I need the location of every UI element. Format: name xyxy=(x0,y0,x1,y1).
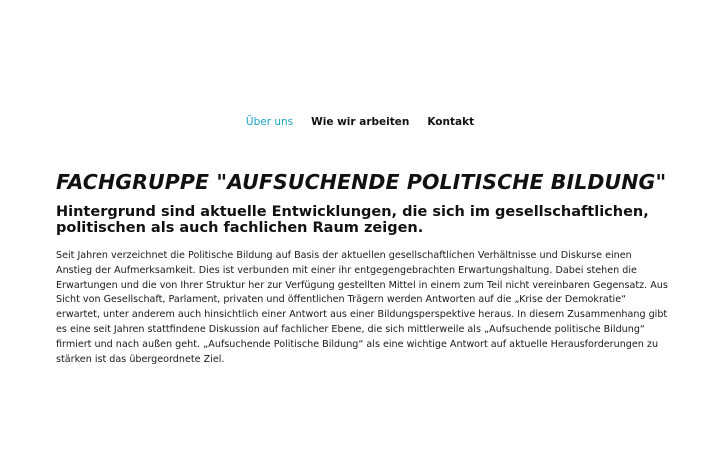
intro-paragraph: Seit Jahren verzeichnet die Politische Bildung auf Basis der aktuellen gesellschaftlichen Verhältnisse und Diskurse einen Anstieg der Aufmerksamkeit. Dies ist verbunden mit einer ihr entgegengebrachten Erwartungshaltung. Dabei stehen die Erwartungen und die von Ihrer Struktur her zur Verfügung gestellten Mittel in einem zum Teil nicht vereinbaren Gegensatz. Aus Sicht von Gesellschaft, Parlament, privaten und öffentlichen Trägern werden Antworten auf die „Krise der Demokratie“ erwartet, unter anderem auch hinsichtlich einer Antwort aus einer Bildungsperspektive heraus. In diesem Zusammenhang gibt es eine seit Jahren stattfindene Diskussion auf fachlicher Ebene, die sich mittlerweile als „Aufsuchende politische Bildung“ firmiert und nach außen geht. „Aufsuchende Politische Bildung“ als eine wichtige Antwort auf aktuelle Herausforderungen zu stärken ist das übergeordnete Ziel. xyxy=(56,250,668,365)
page-subtitle: Hintergrund sind aktuelle Entwicklungen, die sich im gesellschaftlichen, politischen als auch fachlichen Raum zeigen. xyxy=(56,204,649,236)
nav-item-ueber-uns[interactable]: Über uns xyxy=(245,116,294,128)
nav-item-wie-wir-arbeiten[interactable]: Wie wir arbeiten xyxy=(311,116,410,128)
main-content xyxy=(56,168,668,367)
main-navigation xyxy=(0,116,720,128)
next-section-heading-cut-off xyxy=(96,440,656,450)
nav-item-kontakt[interactable]: Kontakt xyxy=(427,116,475,128)
page-title: FACHGRUPPE "AUFSUCHENDE POLITISCHE BILDUNG" xyxy=(56,170,667,194)
